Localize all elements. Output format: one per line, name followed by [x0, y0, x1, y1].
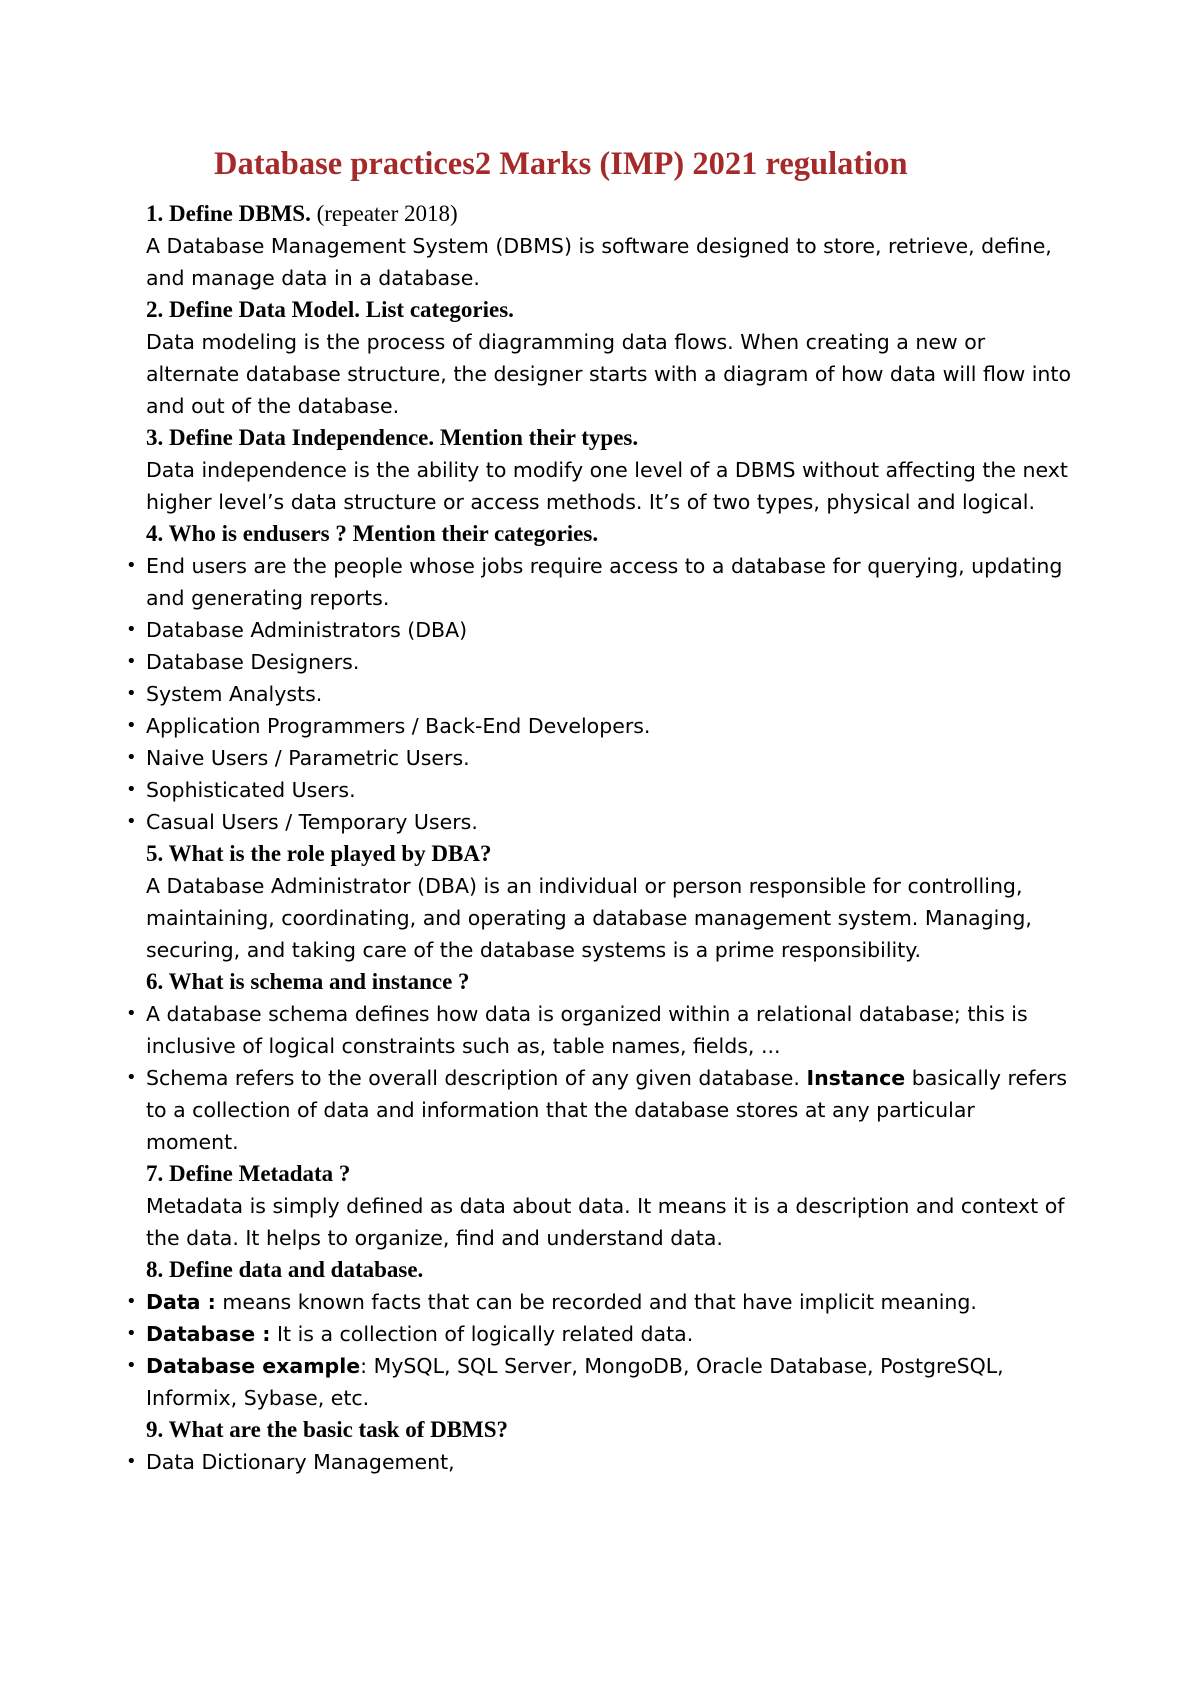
answer-paragraph: Data modeling is the process of diagramming data flows. When creating a new or alternate database structure, the designer starts with a diagram of how data will flow into and out of the database. [146, 330, 1071, 418]
list-item-bold: Instance [806, 1066, 906, 1090]
list-item [146, 1318, 1071, 1350]
list-item [146, 1286, 1071, 1318]
list-item-bold: Database : [146, 1322, 271, 1346]
question-heading: 9. What are the basic task of DBMS? [146, 1417, 509, 1442]
answer-paragraph: A Database Management System (DBMS) is software designed to store, retrieve, define, and manage data in a database. [146, 234, 1052, 290]
question-heading: 7. Define Metadata ? [146, 1161, 351, 1186]
list-item-text: It is a collection of logically related data. [276, 1322, 694, 1346]
list-item: • System Analysts. [146, 678, 1071, 710]
bullet-list [146, 1286, 1140, 1414]
list-item: • A database schema defines how data is organized within a relational database; this is inclusive of logical constraints such as, table names, fields, ... [146, 998, 1071, 1062]
list-item: • Data Dictionary Management, [146, 1446, 1071, 1478]
question-heading [146, 198, 1140, 230]
list-item: • Database Administrators (DBA) [146, 614, 1071, 646]
list-item [146, 1062, 1071, 1158]
page-title: Database practices2 Marks (IMP) 2021 regulation [214, 146, 908, 182]
question-heading: 6. What is schema and instance ? [146, 969, 470, 994]
question-heading: 8. Define data and database. [146, 1257, 424, 1282]
bullet-list [146, 550, 1140, 838]
question-note: (repeater 2018) [316, 201, 458, 226]
list-item-bold: Database example [146, 1354, 361, 1378]
list-item: • Casual Users / Temporary Users. [146, 806, 1071, 838]
answer-paragraph: A Database Administrator (DBA) is an individual or person responsible for controlling, maintaining, coordinating, and operating a database management system. Managing, securing, and taking care of the database systems is a prime responsibility. [146, 874, 1032, 962]
question-heading: 2. Define Data Model. List categories. [146, 297, 514, 322]
list-item: • Naive Users / Parametric Users. [146, 742, 1071, 774]
question-text: 1. Define DBMS. [146, 201, 311, 226]
list-item: • End users are the people whose jobs require access to a database for querying, updating and generating reports. [146, 550, 1071, 614]
list-item-text: means known facts that can be recorded and that have implicit meaning. [222, 1290, 977, 1314]
question-heading: 5. What is the role played by DBA? [146, 841, 492, 866]
list-item-text: basically refers to a collection of data and information that the database stores at any particular moment. [146, 1066, 1068, 1154]
list-item: • Sophisticated Users. [146, 774, 1071, 806]
bullet-list [146, 998, 1140, 1158]
list-item-text: Schema refers to the overall description of any given database. [146, 1066, 800, 1090]
question-heading: 3. Define Data Independence. Mention their types. [146, 425, 639, 450]
list-item-bold: Data : [146, 1290, 216, 1314]
list-item: • Database Designers. [146, 646, 1071, 678]
question-heading: 4. Who is endusers ? Mention their categories. [146, 521, 599, 546]
list-item: • Application Programmers / Back-End Developers. [146, 710, 1071, 742]
list-item [146, 1350, 1071, 1414]
list-item-text: : MySQL, SQL Server, MongoDB, Oracle Database, PostgreSQL, Informix, Sybase, etc. [146, 1354, 1004, 1410]
answer-paragraph: Data independence is the ability to modify one level of a DBMS without affecting the next higher level’s data structure or access methods. It’s of two types, physical and logical. [146, 458, 1068, 514]
bullet-list [146, 1446, 1140, 1478]
answer-paragraph: Metadata is simply defined as data about data. It means it is a description and context of the data. It helps to organize, find and understand data. [146, 1194, 1065, 1250]
